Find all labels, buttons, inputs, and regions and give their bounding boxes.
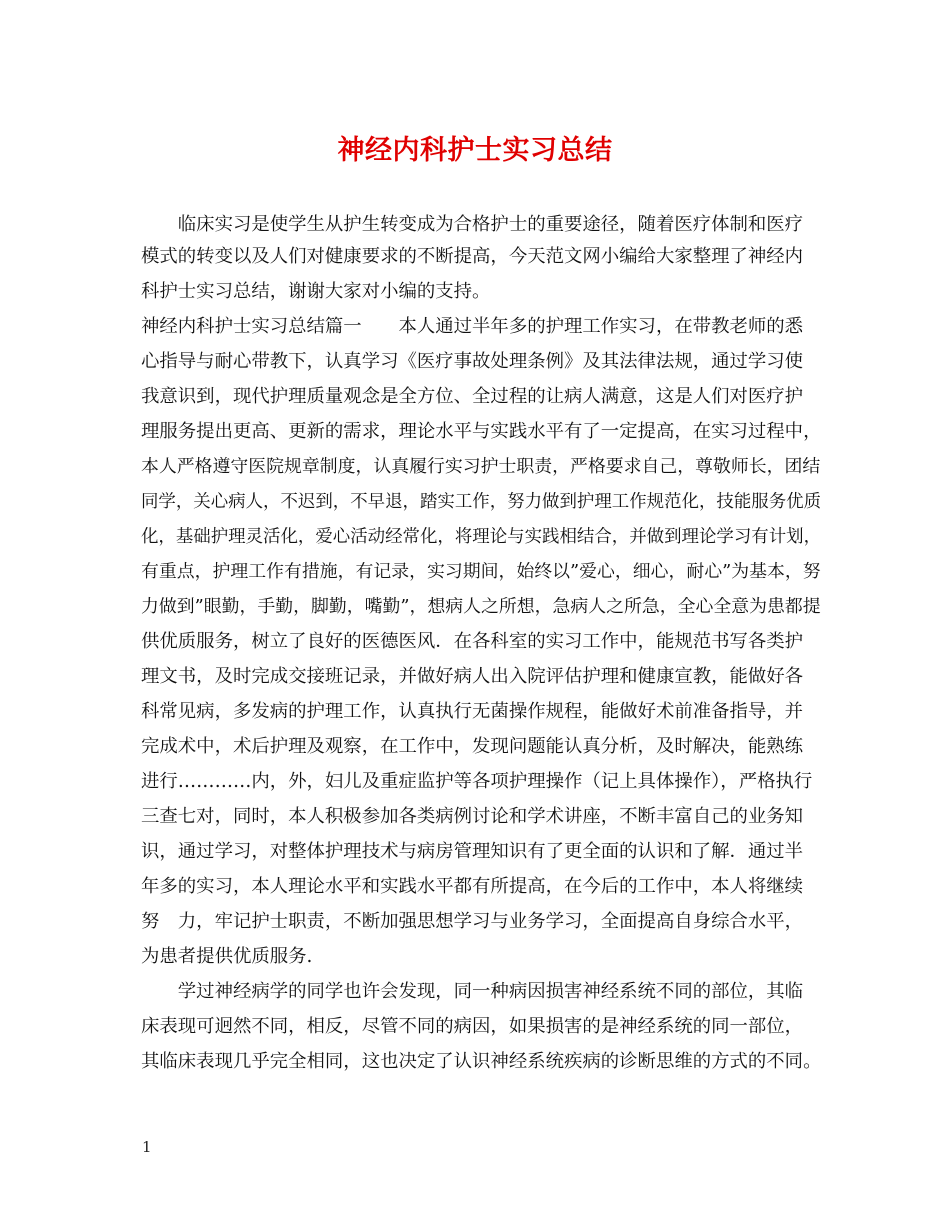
- text-line: 化，基础护理灵活化，爱心活动经常化，将理论与实践相结合，并做到理论学习有计划，: [141, 527, 822, 547]
- text-line: 神经内科护士实习总结篇一 本人通过半年多的护理工作实习，在带教老师的悉: [141, 316, 804, 337]
- text-line: 同学，关心病人，不迟到，不早退，踏实工作，努力做到护理工作规范化，技能服务优质: [141, 492, 822, 512]
- text-line: 床表现可迥然不同，相反，尽管不同的病因，如果损害的是神经系统的同一部位，: [141, 1016, 804, 1037]
- text-line: 科护士实习总结，谢谢大家对小编的支持。: [141, 281, 491, 302]
- text-line: 心指导与耐心带教下，认真学习《医疗事故处理条例》及其法律法规，通过学习使: [141, 351, 804, 372]
- document-title: 神经内科护士实习总结: [337, 135, 613, 166]
- text-line: 完成术中，术后护理及观察，在工作中，发现问题能认真分析，及时解决，能熟练: [141, 736, 804, 757]
- text-line: 为患者提供优质服务.: [141, 946, 313, 967]
- text-line: 识，通过学习，对整体护理技术与病房管理知识有了更全面的认识和了解．通过半: [141, 841, 804, 862]
- text-line: 三查七对，同时，本人积极参加各类病例讨论和学术讲座，不断丰富自己的业务知: [141, 806, 804, 827]
- text-line: 努 力，牢记护士职责，不断加强思想学习与业务学习，全面提高自身综合水平，: [141, 911, 804, 932]
- text-line: 进行…………内，外，妇儿及重症监护等各项护理操作（记上具体操作），严格执行: [141, 771, 813, 792]
- text-line: 我意识到，现代护理质量观念是全方位、全过程的让病人满意，这是人们对医疗护: [141, 386, 804, 407]
- text-line: 临床实习是使学生从护生转变成为合格护士的重要途径，随着医疗体制和医疗: [141, 214, 804, 235]
- text-line: 理文书，及时完成交接班记录，并做好病人出入院评估护理和健康宣教，能做好各: [141, 666, 804, 687]
- text-line: 供优质服务，树立了良好的医德医风．在各科室的实习工作中，能规范书写各类护: [141, 631, 804, 652]
- text-line: 力做到”眼勤，手勤，脚勤，嘴勤”，想病人之所想，急病人之所急，全心全意为患都提: [141, 596, 821, 617]
- text-line: 理服务提出更高、更新的需求，理论水平与实践水平有了一定提高，在实习过程中，: [141, 421, 822, 442]
- page-number: 1: [142, 1138, 152, 1156]
- text-line: 学过神经病学的同学也许会发现，同一种病因损害神经系统不同的部位，其临: [141, 981, 804, 1002]
- text-line: 有重点，护理工作有措施，有记录，实习期间，始终以”爱心，细心，耐心”为基本，努: [141, 561, 821, 582]
- text-line: 科常见病，多发病的护理工作，认真执行无菌操作规程，能做好术前准备指导，并: [141, 701, 804, 722]
- text-line: 年多的实习，本人理论水平和实践水平都有所提高，在今后的工作中，本人将继续: [141, 876, 804, 897]
- text-line: 其临床表现几乎完全相同，这也决定了认识神经系统疾病的诊断思维的方式的不同。: [141, 1051, 822, 1072]
- text-line: 本人严格遵守医院规章制度，认真履行实习护士职责，严格要求自己，尊敬师长，团结: [141, 456, 821, 477]
- text-line: 模式的转变以及人们对健康要求的不断提高，今天范文网小编给大家整理了神经内: [141, 246, 804, 267]
